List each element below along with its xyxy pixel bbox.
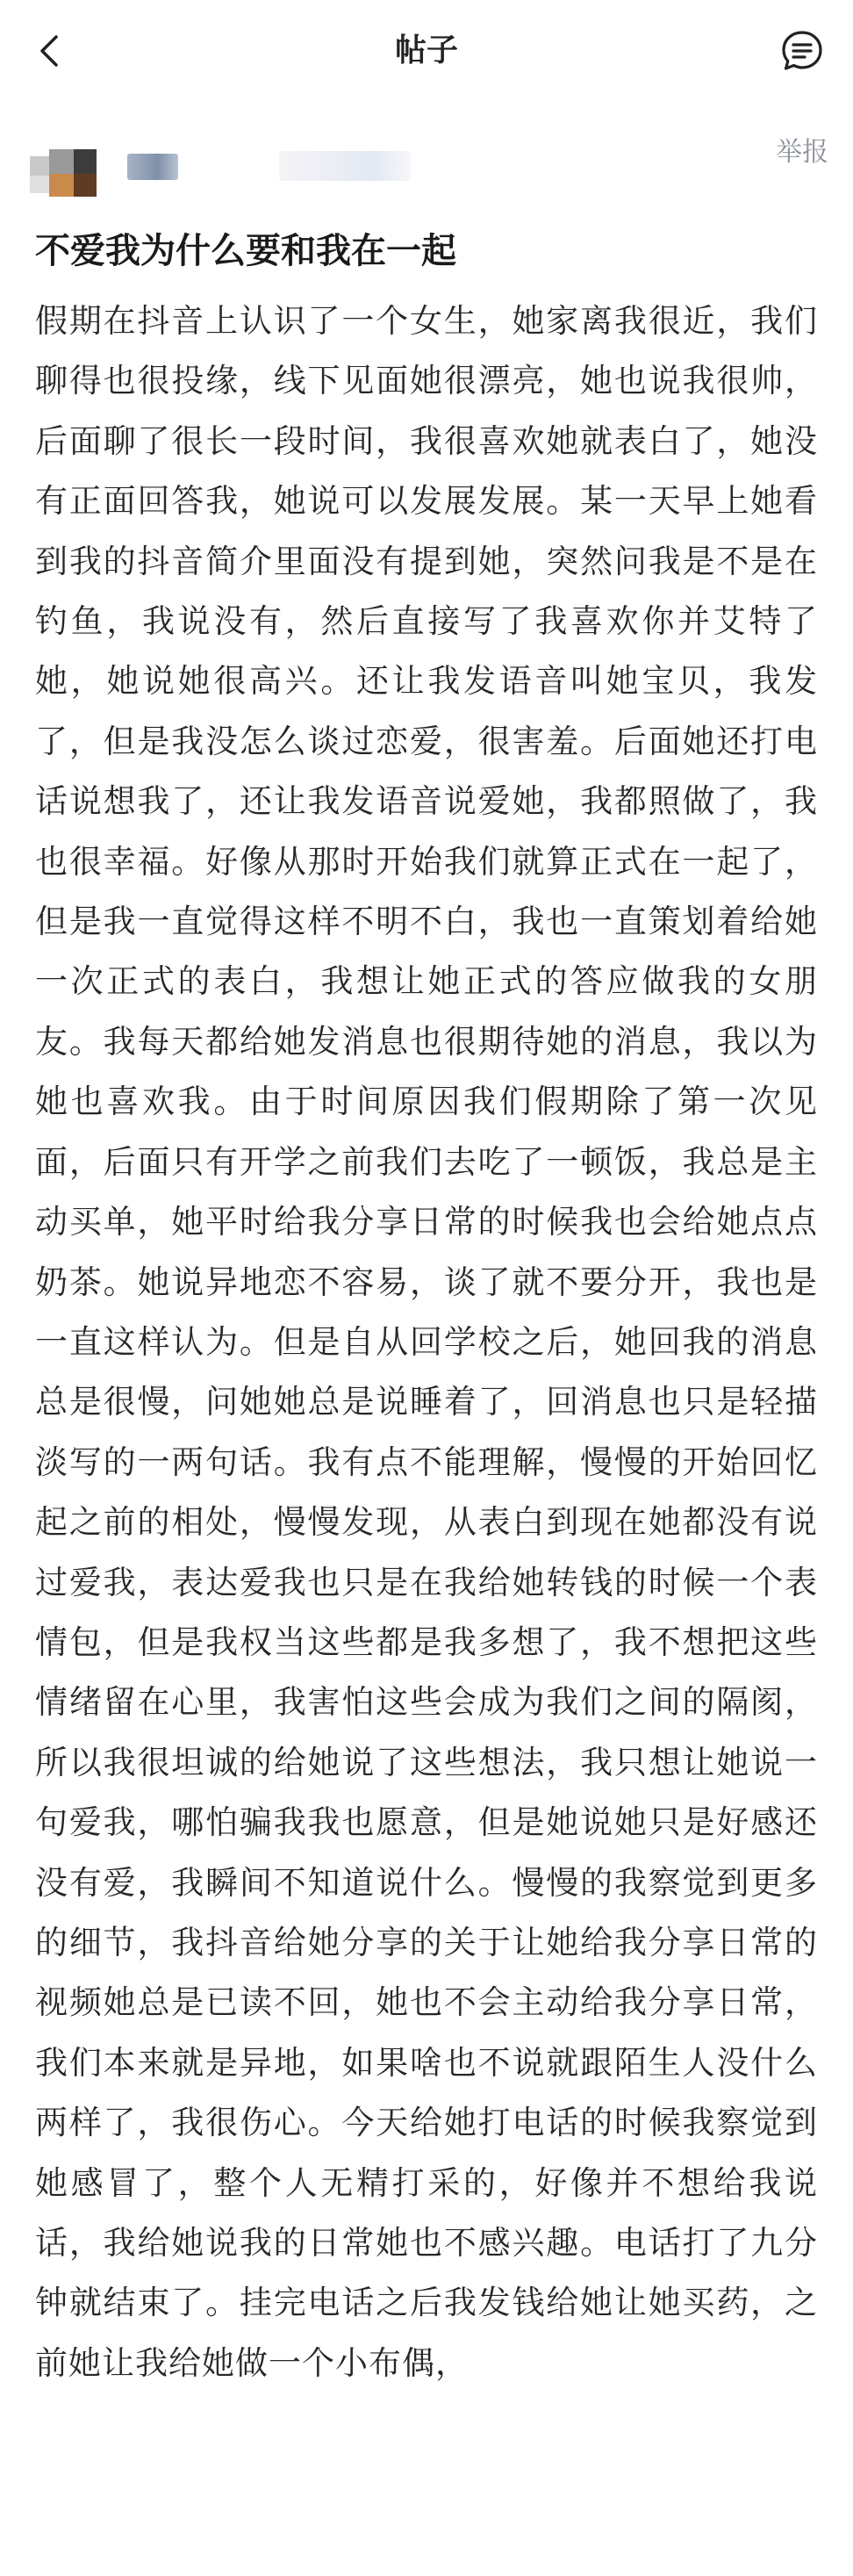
author-row [0,132,853,211]
username-blurred[interactable] [127,154,178,180]
page-title: 帖子 [394,32,458,68]
report-button[interactable]: 举报 [776,137,828,168]
post-title: 不爱我为什么要和我在一起 [35,231,456,271]
post-body: 假期在抖音上认识了一个女生，她家离我很近，我们聊得也很投缘，线下见面她很漂亮，她也说我很帅，后面聊了很长一段时间，我很喜欢她就表白了，她没有正面回答我，她说可以发展发展。某一天早上她看到我的抖音简介里面没有提到她，突然问我是不是在钓鱼，我说没有，然后直接写了我喜欢你并艾特了她，她说她很高兴。还让我发语音叫她宝贝，我发了，但是我没怎么谈过恋爱，很害羞。后面她还打电话说想我了，还让我发语音说爱她，我都照做了，我也很幸福。好像从那时开始我们就算正式在一起了，但是我一直觉得这样不明不白，我也一直策划着给她一次正式的表白，我想让她正式的答应做我的女朋友。我每天都给她发消息也很期待她的消息，我以为她也喜欢我。由于时间原因我们假期除了第一次见面，后面只有开学之前我们去吃了一顿饭，我总是主动买单，她平时给我分享日常的时候我也会给她点点奶茶。她说异地恋不容易，谈了就不要分开，我也是一直这样认为。但是自从回学校之后，她回我的消息总是很慢，问她她总是说睡着了，回消息也只是轻描淡写的一两句话。我有点不能理解，慢慢的开始回忆起之前的相处，慢慢发现，从表白到现在她都没有说过爱我，表达爱我也只是在我给她转钱的时候一个表情包，但是我权当这些都是我多想了，我不想把这些情绪留在心里，我害怕这些会成为我们之间的隔阂，所以我很坦诚的给她说了这些想法，我只想让她说一句爱我，哪怕骗我我也愿意，但是她说她只是好感还没有爱，我瞬间不知道说什么。慢慢的我察觉到更多的细节，我抖音给她分享的关于让她给我分享日常的视频她总是已读不回，她也不会主动给我分享日常，我们本来就是异地，如果啥也不说就跟陌生人没什么两样了，我很伤心。今天给她打电话的时候我察觉到她感冒了，整个人无精打采的，好像并不想给我说话，我给她说我的日常她也不感兴趣。电话打了九分钟就结束了。挂完电话之后我发钱给她让她买药，之前她让我给她做一个小布偶， [35,302,818,2382]
comments-button[interactable] [776,25,828,77]
avatar[interactable] [30,149,100,202]
post-meta-blurred [279,151,411,181]
top-navigation-bar [0,0,853,104]
comment-list-icon [779,28,825,74]
